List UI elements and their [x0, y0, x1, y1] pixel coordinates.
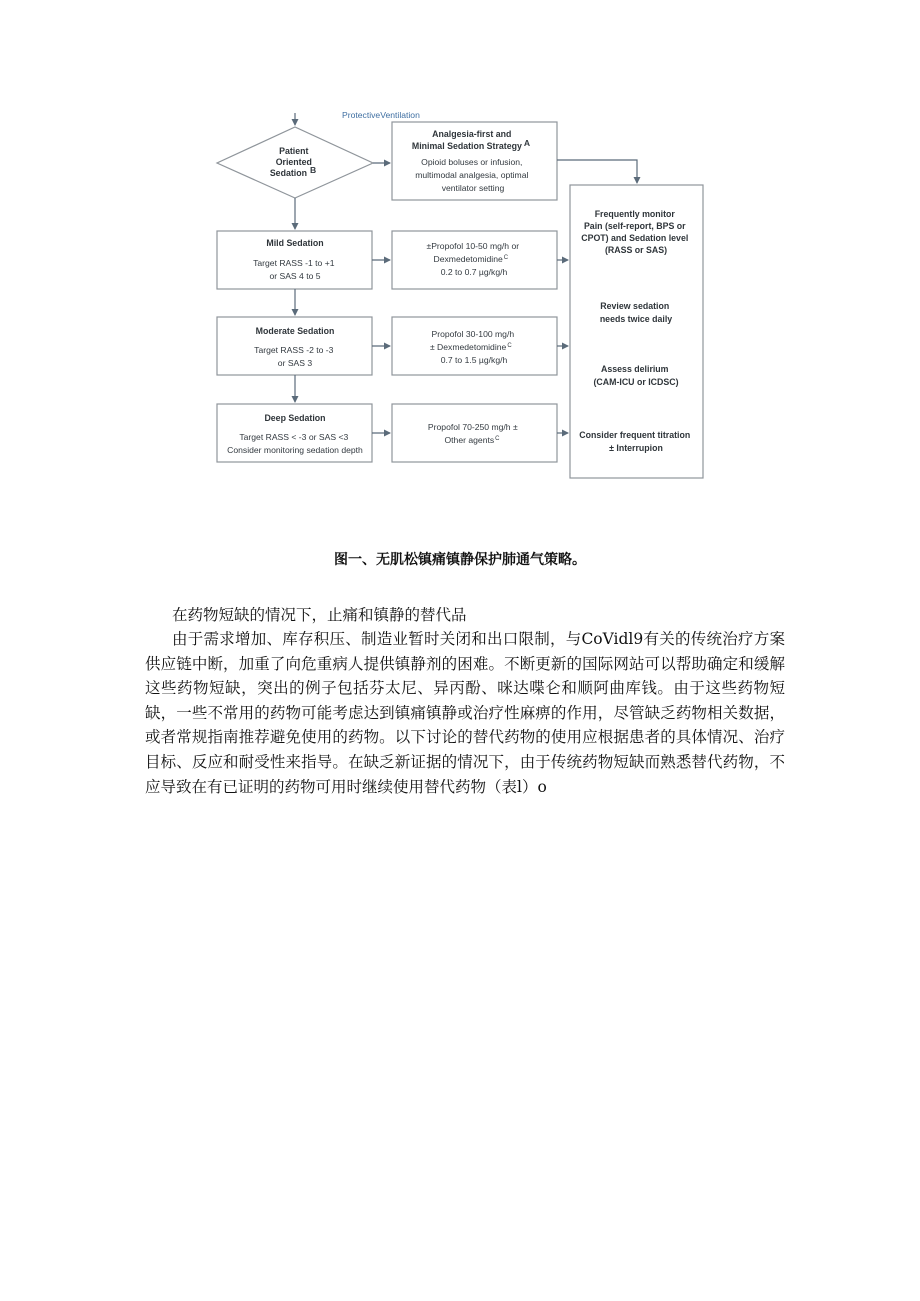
analgesia-first-body: Opioid boluses or infusion, multimodal analgesia, optimal ventilator setting	[415, 157, 529, 193]
moderate-sedation-title: Moderate Sedation	[255, 326, 335, 336]
titration-text: Consider frequent titration ± Interrupion	[579, 430, 691, 453]
analgesia-first-title: Analgesia-first and Minimal Sedation Strategy A	[411, 129, 531, 151]
monitor-pain-sedation-text: Frequently monitor Pain (self-report, BPS or CPOT) and Sedation level (RASS or SAS)	[581, 209, 689, 255]
section-heading: 在药物短缺的情况下，止痛和镇静的替代品	[172, 606, 467, 624]
sedation-flowchart	[210, 105, 710, 485]
mild-drug-text: ±Propofol 10-50 mg/h or Dexmedetomidine$^C$ 0.2 to 0.7 µg/kg/h	[426, 241, 520, 277]
deep-sedation-title: Deep Sedation	[264, 413, 326, 423]
deep-drug-text: Propofol 70-250 mg/h ± Other agents$^C$	[427, 422, 518, 445]
mild-sedation-target: Target RASS -1 to +1 or SAS 4 to 5	[253, 258, 335, 281]
arrow-analgesia-to-monitor	[557, 160, 637, 183]
patient-oriented-sedation-label: Patient Oriented Sedation B	[269, 146, 317, 178]
deep-drug-box	[392, 404, 557, 462]
moderate-sedation-target: Target RASS -2 to -3 or SAS 3	[254, 345, 334, 368]
figure-caption: 图一、无肌松镇痛镇静保护肺通气策略。	[334, 552, 586, 568]
mild-sedation-title: Mild Sedation	[266, 238, 324, 248]
review-sedation-text: Review sedation needs twice daily	[599, 301, 673, 324]
deep-sedation-target: Target RASS < -3 or SAS <3 Consider monitoring sedation depth	[227, 432, 363, 455]
body-paragraph: 由于需求增加、库存积压、制造业暂时关闭和出口限制，与CoVidl9有关的传统治疗方案供应链中断，加重了向危重病人提供镇静剂的困难。不断更新的国际网站可以帮助确定和缓解这些药物短缺，突出的例子包括芬太尼、异丙酚、咪达喋仑和顺阿曲库钱。由于这些药物短缺，一些不常用的药物可能考虑达到镇痛镇静或治疗性麻痹的作用，尽管缺乏药物相关数据，或者常规指南推荐避免使用的药物。以下讨论的替代药物的使用应根据患者的具体情况、治疗目标、反应和耐受性来指导。在缺乏新证据的情况下，由于传统药物短缺而熟悉替代药物，不应导致在有已证明的药物可用时继续使用替代药物（表l）o	[145, 630, 785, 796]
moderate-drug-text: Propofol 30-100 mg/h ± Dexmedetomidine$^C$ 0.7 to 1.5 µg/kg/h	[429, 329, 515, 365]
protective-ventilation-label: ProtectiveVentilation	[342, 110, 420, 120]
assess-delirium-text: Assess delirium (CAM-ICU or ICDSC)	[593, 364, 679, 387]
